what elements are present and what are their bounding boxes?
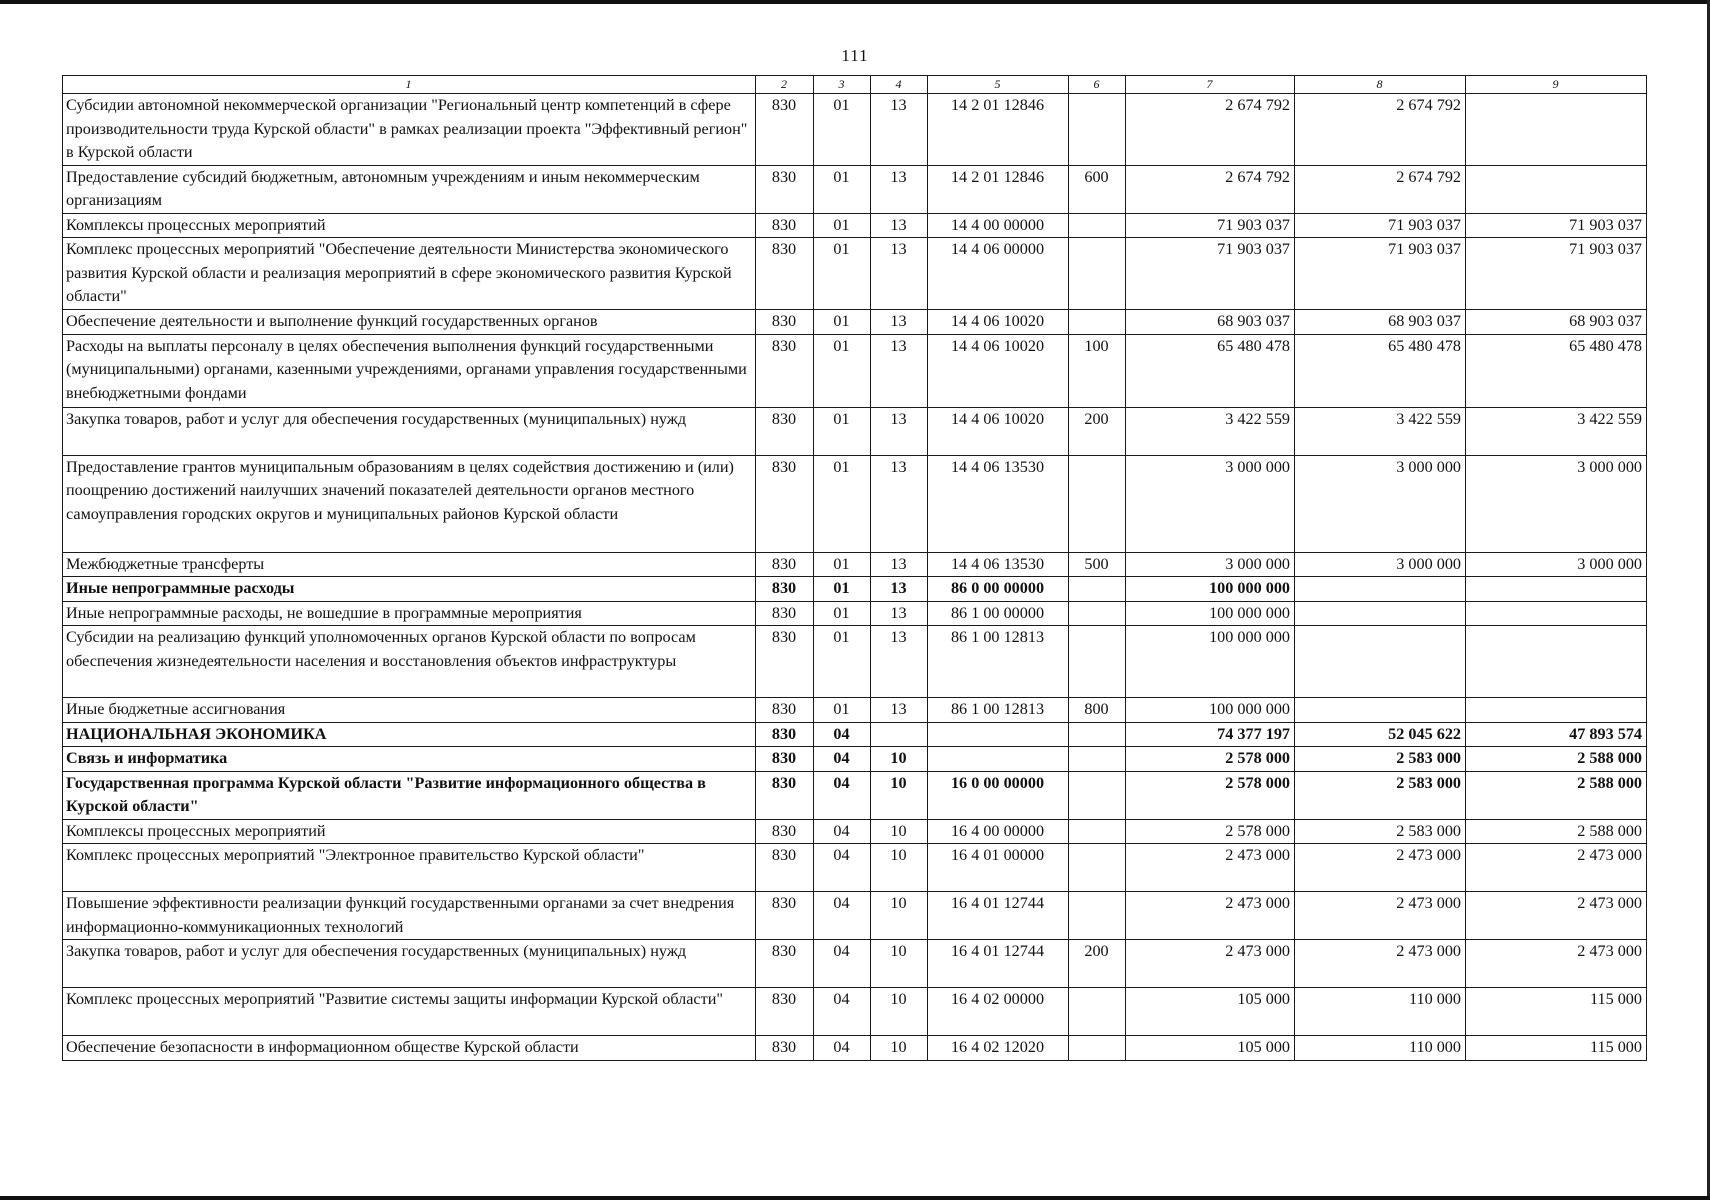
subsection-code-cell: 13: [871, 310, 928, 335]
ministry-code-cell: 830: [756, 844, 814, 892]
item-name-cell: Комплекс процессных мероприятий "Обеспечение деятельности Министерства экономического развития Курской области и реализация мероприятий в сфере экономического развития Курской области": [63, 238, 756, 310]
section-code-cell: 01: [814, 407, 871, 455]
expense-type-cell: [1069, 771, 1126, 819]
amount-col8-cell: 3 000 000: [1295, 455, 1466, 552]
subsection-code-cell: 13: [871, 698, 928, 723]
amount-col7-cell: 68 903 037: [1126, 310, 1295, 335]
table-row: [63, 698, 1647, 723]
amount-col7-cell: 100 000 000: [1126, 698, 1295, 723]
ministry-code-cell: 830: [756, 892, 814, 940]
section-code-cell: 01: [814, 334, 871, 407]
item-name-cell: Комплексы процессных мероприятий: [63, 213, 756, 238]
item-name-cell: Государственная программа Курской области "Развитие информационного общества в Курской области": [63, 771, 756, 819]
subsection-code-cell: 13: [871, 601, 928, 626]
item-name-cell: Комплекс процессных мероприятий "Электронное правительство Курской области": [63, 844, 756, 892]
amount-col8-cell: 71 903 037: [1295, 238, 1466, 310]
amount-col8-cell: 110 000: [1295, 988, 1466, 1036]
amount-col9-cell: 2 473 000: [1466, 940, 1647, 988]
expense-type-cell: [1069, 844, 1126, 892]
section-code-cell: 04: [814, 747, 871, 772]
section-code-cell: 04: [814, 722, 871, 747]
section-code-cell: 01: [814, 213, 871, 238]
column-header: 3: [814, 76, 871, 94]
amount-col9-cell: 65 480 478: [1466, 334, 1647, 407]
target-article-cell: 14 2 01 12846: [928, 165, 1069, 213]
amount-col9-cell: 71 903 037: [1466, 238, 1647, 310]
section-code-cell: 04: [814, 988, 871, 1036]
subsection-code-cell: 10: [871, 844, 928, 892]
amount-col8-cell: 2 473 000: [1295, 892, 1466, 940]
table-row: [63, 213, 1647, 238]
table-row: [63, 844, 1647, 892]
ministry-code-cell: 830: [756, 165, 814, 213]
target-article-cell: 16 4 01 12744: [928, 892, 1069, 940]
table-body: [63, 94, 1647, 1061]
amount-col7-cell: 2 473 000: [1126, 892, 1295, 940]
section-code-cell: 04: [814, 892, 871, 940]
table-row: [63, 722, 1647, 747]
target-article-cell: 14 4 06 10020: [928, 407, 1069, 455]
amount-col8-cell: 2 674 792: [1295, 165, 1466, 213]
section-code-cell: 01: [814, 552, 871, 577]
amount-col7-cell: 2 578 000: [1126, 771, 1295, 819]
amount-col8-cell: 65 480 478: [1295, 334, 1466, 407]
item-name-cell: Субсидии на реализацию функций уполномоченных органов Курской области по вопросам обеспечения жизнедеятельности населения и восстановления объектов инфраструктуры: [63, 626, 756, 698]
section-code-cell: 01: [814, 238, 871, 310]
amount-col8-cell: 110 000: [1295, 1036, 1466, 1061]
section-code-cell: 04: [814, 819, 871, 844]
section-code-cell: 04: [814, 940, 871, 988]
item-name-cell: Расходы на выплаты персоналу в целях обеспечения выполнения функций государственными (муниципальными) органами, казенными учреждениями, органами управления государственными внебюджетными фондами: [63, 334, 756, 407]
amount-col7-cell: 2 473 000: [1126, 844, 1295, 892]
expense-type-cell: [1069, 747, 1126, 772]
ministry-code-cell: 830: [756, 771, 814, 819]
expense-type-cell: 500: [1069, 552, 1126, 577]
amount-col9-cell: [1466, 94, 1647, 166]
expense-type-cell: 100: [1069, 334, 1126, 407]
amount-col7-cell: 2 674 792: [1126, 94, 1295, 166]
expense-type-cell: [1069, 988, 1126, 1036]
amount-col7-cell: 3 000 000: [1126, 455, 1295, 552]
item-name-cell: Обеспечение безопасности в информационном обществе Курской области: [63, 1036, 756, 1061]
subsection-code-cell: 13: [871, 165, 928, 213]
expense-type-cell: [1069, 722, 1126, 747]
column-header: 5: [928, 76, 1069, 94]
amount-col8-cell: 3 000 000: [1295, 552, 1466, 577]
target-article-cell: 86 1 00 12813: [928, 626, 1069, 698]
amount-col7-cell: 71 903 037: [1126, 213, 1295, 238]
section-code-cell: 01: [814, 94, 871, 166]
expense-type-cell: 600: [1069, 165, 1126, 213]
scan-top-edge: [0, 0, 1710, 4]
ministry-code-cell: 830: [756, 819, 814, 844]
item-name-cell: Закупка товаров, работ и услуг для обеспечения государственных (муниципальных) нужд: [63, 407, 756, 455]
target-article-cell: 16 4 00 00000: [928, 819, 1069, 844]
amount-col9-cell: 3 422 559: [1466, 407, 1647, 455]
ministry-code-cell: 830: [756, 310, 814, 335]
amount-col8-cell: 52 045 622: [1295, 722, 1466, 747]
column-header: 9: [1466, 76, 1647, 94]
section-code-cell: 01: [814, 310, 871, 335]
subsection-code-cell: 13: [871, 238, 928, 310]
ministry-code-cell: 830: [756, 455, 814, 552]
item-name-cell: Комплексы процессных мероприятий: [63, 819, 756, 844]
page-number: 111: [841, 46, 869, 65]
table-row: [63, 310, 1647, 335]
target-article-cell: 86 1 00 00000: [928, 601, 1069, 626]
amount-col7-cell: 105 000: [1126, 1036, 1295, 1061]
column-header: 4: [871, 76, 928, 94]
item-name-cell: Обеспечение деятельности и выполнение функций государственных органов: [63, 310, 756, 335]
amount-col9-cell: [1466, 577, 1647, 602]
expense-type-cell: [1069, 213, 1126, 238]
subsection-code-cell: 10: [871, 1036, 928, 1061]
subsection-code-cell: 13: [871, 94, 928, 166]
item-name-cell: Предоставление грантов муниципальным образованиям в целях содействия достижению и (или) поощрению достижений наилучших значений показателей деятельности органов местного самоуправления городских округов и муниципальных районов Курской области: [63, 455, 756, 552]
amount-col9-cell: 68 903 037: [1466, 310, 1647, 335]
column-header: 1: [63, 76, 756, 94]
amount-col8-cell: 2 583 000: [1295, 819, 1466, 844]
item-name-cell: Закупка товаров, работ и услуг для обеспечения государственных (муниципальных) нужд: [63, 940, 756, 988]
ministry-code-cell: 830: [756, 94, 814, 166]
expense-type-cell: [1069, 626, 1126, 698]
amount-col9-cell: 115 000: [1466, 988, 1647, 1036]
target-article-cell: 16 4 02 12020: [928, 1036, 1069, 1061]
expense-type-cell: [1069, 1036, 1126, 1061]
target-article-cell: 14 4 06 10020: [928, 334, 1069, 407]
section-code-cell: 01: [814, 455, 871, 552]
target-article-cell: 14 4 00 00000: [928, 213, 1069, 238]
expense-type-cell: [1069, 455, 1126, 552]
amount-col9-cell: [1466, 626, 1647, 698]
target-article-cell: [928, 747, 1069, 772]
subsection-code-cell: [871, 722, 928, 747]
column-header: 7: [1126, 76, 1295, 94]
target-article-cell: 14 4 06 10020: [928, 310, 1069, 335]
table-row: [63, 334, 1647, 407]
amount-col9-cell: 2 473 000: [1466, 892, 1647, 940]
expense-type-cell: 800: [1069, 698, 1126, 723]
table-row: [63, 407, 1647, 455]
ministry-code-cell: 830: [756, 577, 814, 602]
amount-col9-cell: 115 000: [1466, 1036, 1647, 1061]
table-row: [63, 455, 1647, 552]
table-row: [63, 988, 1647, 1036]
ministry-code-cell: 830: [756, 552, 814, 577]
amount-col8-cell: 2 473 000: [1295, 940, 1466, 988]
amount-col9-cell: [1466, 165, 1647, 213]
amount-col7-cell: 100 000 000: [1126, 626, 1295, 698]
subsection-code-cell: 10: [871, 771, 928, 819]
section-code-cell: 04: [814, 771, 871, 819]
expense-type-cell: 200: [1069, 407, 1126, 455]
target-article-cell: 16 4 02 00000: [928, 988, 1069, 1036]
ministry-code-cell: 830: [756, 1036, 814, 1061]
column-header: 8: [1295, 76, 1466, 94]
amount-col9-cell: 2 473 000: [1466, 844, 1647, 892]
item-name-cell: Иные непрограммные расходы, не вошедшие в программные мероприятия: [63, 601, 756, 626]
item-name-cell: Субсидии автономной некоммерческой организации "Региональный центр компетенций в сфере производительности труда Курской области" в рамках реализации проекта "Эффективный регион" в Курской области: [63, 94, 756, 166]
target-article-cell: 14 2 01 12846: [928, 94, 1069, 166]
table-row: [63, 238, 1647, 310]
column-header: 2: [756, 76, 814, 94]
table-row: [63, 165, 1647, 213]
expense-type-cell: 200: [1069, 940, 1126, 988]
section-code-cell: 01: [814, 626, 871, 698]
subsection-code-cell: 13: [871, 334, 928, 407]
amount-col7-cell: 100 000 000: [1126, 601, 1295, 626]
target-article-cell: [928, 722, 1069, 747]
amount-col8-cell: 68 903 037: [1295, 310, 1466, 335]
item-name-cell: НАЦИОНАЛЬНАЯ ЭКОНОМИКА: [63, 722, 756, 747]
section-code-cell: 01: [814, 698, 871, 723]
subsection-code-cell: 13: [871, 626, 928, 698]
amount-col9-cell: 47 893 574: [1466, 722, 1647, 747]
section-code-cell: 01: [814, 577, 871, 602]
amount-col8-cell: 2 674 792: [1295, 94, 1466, 166]
table-row: [63, 577, 1647, 602]
amount-col7-cell: 3 422 559: [1126, 407, 1295, 455]
expense-type-cell: [1069, 577, 1126, 602]
ministry-code-cell: 830: [756, 747, 814, 772]
subsection-code-cell: 10: [871, 892, 928, 940]
amount-col9-cell: [1466, 698, 1647, 723]
ministry-code-cell: 830: [756, 698, 814, 723]
ministry-code-cell: 830: [756, 601, 814, 626]
target-article-cell: 14 4 06 13530: [928, 552, 1069, 577]
ministry-code-cell: 830: [756, 238, 814, 310]
amount-col8-cell: 71 903 037: [1295, 213, 1466, 238]
amount-col9-cell: 2 588 000: [1466, 819, 1647, 844]
scan-bottom-edge: [0, 1196, 1710, 1200]
target-article-cell: 16 4 01 12744: [928, 940, 1069, 988]
ministry-code-cell: 830: [756, 334, 814, 407]
table-row: [63, 747, 1647, 772]
subsection-code-cell: 13: [871, 213, 928, 238]
expense-type-cell: [1069, 310, 1126, 335]
subsection-code-cell: 10: [871, 988, 928, 1036]
item-name-cell: Повышение эффективности реализации функций государственными органами за счет внедрения информационно-коммуникационных технологий: [63, 892, 756, 940]
subsection-code-cell: 13: [871, 577, 928, 602]
amount-col8-cell: 2 583 000: [1295, 771, 1466, 819]
amount-col8-cell: [1295, 577, 1466, 602]
amount-col7-cell: 2 473 000: [1126, 940, 1295, 988]
amount-col9-cell: [1466, 601, 1647, 626]
section-code-cell: 04: [814, 844, 871, 892]
expense-type-cell: [1069, 238, 1126, 310]
amount-col8-cell: 2 583 000: [1295, 747, 1466, 772]
expense-type-cell: [1069, 819, 1126, 844]
subsection-code-cell: 13: [871, 552, 928, 577]
expense-type-cell: [1069, 892, 1126, 940]
amount-col8-cell: [1295, 626, 1466, 698]
target-article-cell: 86 0 00 00000: [928, 577, 1069, 602]
subsection-code-cell: 10: [871, 747, 928, 772]
item-name-cell: Связь и информатика: [63, 747, 756, 772]
amount-col7-cell: 74 377 197: [1126, 722, 1295, 747]
ministry-code-cell: 830: [756, 988, 814, 1036]
target-article-cell: 16 4 01 00000: [928, 844, 1069, 892]
table-row: [63, 892, 1647, 940]
section-code-cell: 04: [814, 1036, 871, 1061]
target-article-cell: 16 0 00 00000: [928, 771, 1069, 819]
target-article-cell: 14 4 06 00000: [928, 238, 1069, 310]
section-code-cell: 01: [814, 165, 871, 213]
expense-type-cell: [1069, 94, 1126, 166]
amount-col7-cell: 2 578 000: [1126, 747, 1295, 772]
subsection-code-cell: 13: [871, 455, 928, 552]
ministry-code-cell: 830: [756, 722, 814, 747]
item-name-cell: Комплекс процессных мероприятий "Развитие системы защиты информации Курской области": [63, 988, 756, 1036]
amount-col7-cell: 2 578 000: [1126, 819, 1295, 844]
table-row: [63, 771, 1647, 819]
amount-col9-cell: 71 903 037: [1466, 213, 1647, 238]
amount-col8-cell: 2 473 000: [1295, 844, 1466, 892]
section-code-cell: 01: [814, 601, 871, 626]
expense-type-cell: [1069, 601, 1126, 626]
table-row: [63, 1036, 1647, 1061]
amount-col8-cell: 3 422 559: [1295, 407, 1466, 455]
table-row: [63, 94, 1647, 166]
subsection-code-cell: 13: [871, 407, 928, 455]
amount-col8-cell: [1295, 601, 1466, 626]
amount-col9-cell: 3 000 000: [1466, 455, 1647, 552]
amount-col7-cell: 2 674 792: [1126, 165, 1295, 213]
subsection-code-cell: 10: [871, 819, 928, 844]
table-row: [63, 626, 1647, 698]
item-name-cell: Предоставление субсидий бюджетным, автономным учреждениям и иным некоммерческим организациям: [63, 165, 756, 213]
amount-col7-cell: 3 000 000: [1126, 552, 1295, 577]
amount-col9-cell: 2 588 000: [1466, 771, 1647, 819]
table-row: [63, 552, 1647, 577]
ministry-code-cell: 830: [756, 940, 814, 988]
table-row: [63, 601, 1647, 626]
amount-col7-cell: 65 480 478: [1126, 334, 1295, 407]
item-name-cell: Межбюджетные трансферты: [63, 552, 756, 577]
amount-col8-cell: [1295, 698, 1466, 723]
table-row: [63, 940, 1647, 988]
item-name-cell: Иные непрограммные расходы: [63, 577, 756, 602]
amount-col9-cell: 3 000 000: [1466, 552, 1647, 577]
item-name-cell: Иные бюджетные ассигнования: [63, 698, 756, 723]
budget-table: [62, 75, 1647, 1061]
amount-col7-cell: 105 000: [1126, 988, 1295, 1036]
subsection-code-cell: 10: [871, 940, 928, 988]
column-header: 6: [1069, 76, 1126, 94]
ministry-code-cell: 830: [756, 626, 814, 698]
target-article-cell: 14 4 06 13530: [928, 455, 1069, 552]
column-number-row: [63, 76, 1647, 94]
amount-col7-cell: 100 000 000: [1126, 577, 1295, 602]
ministry-code-cell: 830: [756, 407, 814, 455]
table-row: [63, 819, 1647, 844]
target-article-cell: 86 1 00 12813: [928, 698, 1069, 723]
amount-col9-cell: 2 588 000: [1466, 747, 1647, 772]
amount-col7-cell: 71 903 037: [1126, 238, 1295, 310]
ministry-code-cell: 830: [756, 213, 814, 238]
